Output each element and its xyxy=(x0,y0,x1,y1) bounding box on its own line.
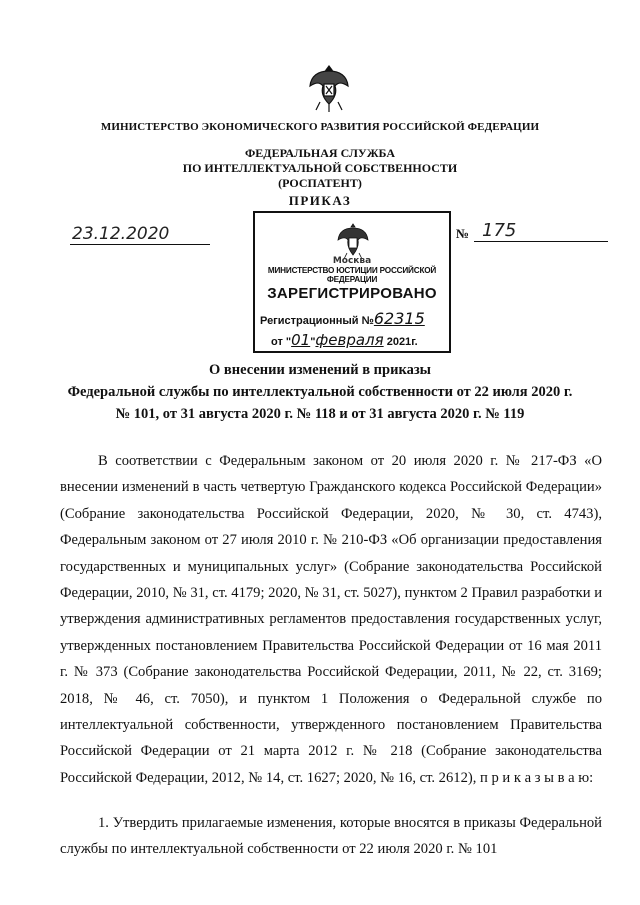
stamp-reg-number-row xyxy=(260,309,425,328)
service-line-3: (РОСПАТЕНТ) xyxy=(278,176,362,190)
coat-of-arms-icon xyxy=(306,62,352,114)
stamp-date-day: 01 xyxy=(291,331,311,349)
order-subject xyxy=(0,359,640,425)
service-line-1: ФЕДЕРАЛЬНАЯ СЛУЖБА xyxy=(245,146,395,160)
stamp-reg-number: 62315 xyxy=(373,309,425,328)
stamp-date-row xyxy=(271,331,418,349)
order-number: 175 xyxy=(474,221,608,242)
stamp-date-mid: " xyxy=(310,336,316,348)
service-line-2: ПО ИНТЕЛЛЕКТУАЛЬНОЙ СОБСТВЕННОСТИ xyxy=(182,161,458,175)
subject-line-2: Федеральной службы по интеллектуальной собственности от 22 июля 2020 г. xyxy=(67,384,573,400)
stamp-city: Москва xyxy=(332,256,372,266)
stamp-date-month: февраля xyxy=(315,331,384,349)
stamp-ministry: МИНИСТЕРСТВО ЮСТИЦИИ РОССИЙСКОЙ ФЕДЕРАЦИИ xyxy=(267,266,437,284)
service-name xyxy=(0,146,640,191)
stamp-reg-label: Регистрационный № xyxy=(260,315,374,327)
document-type: ПРИКАЗ xyxy=(288,193,352,208)
preamble-paragraph: В соответствии с Федеральным законом от 20 июля 2020 г. № 217-ФЗ «О внесении изменений в часть четвертую Гражданского кодекса Российской Федерации» (Собрание законодательства Российской Федерации, 2020, № 30, ст. 4743), Федеральным законом от 27 июля 2010 г. № 210-ФЗ «Об организации предоставления государственных и муниципальных услуг» (Собрание законодательства Российской Федерации, 2010, № 31, ст. 4179; 2020, № 31, ст. 5027), пунктом 2 Правил разработки и утверждения административных регламентов предоставления государственных услуг, утвержденных постановлением Правительства Российской Федерации от 16 мая 2011 г. № 373 (Собрание законодательства Российской Федерации, 2011, № 22, ст. 3169; 2018, № 46, ст. 7050), и пунктом 1 Положения о Федеральной службе по интеллектуальной собственности, утвержденного постановлением Правительства Российской Федерации от 21 марта 2012 г. № 218 (Собрание законодательства Российской Федерации, 2012, № 14, ст. 1627; 2020, № 16, ст. 2612), п р и к а з ы в а ю: xyxy=(60,453,602,786)
stamp-registered: ЗАРЕГИСТРИРОВАНО xyxy=(267,285,437,302)
subject-line-3: № 101, от 31 августа 2020 г. № 118 и от 31 августа 2020 г. № 119 xyxy=(115,406,525,422)
order-number-label: № xyxy=(456,226,470,241)
subject-line-1: О внесении изменений в приказы xyxy=(209,362,431,378)
order-date: 23.12.2020 xyxy=(70,225,210,245)
ministry-name: МИНИСТЕРСТВО ЭКОНОМИЧЕСКОГО РАЗВИТИЯ РОССИЙСКОЙ ФЕДЕРАЦИИ xyxy=(100,121,540,133)
point-1-paragraph: 1. Утвердить прилагаемые изменения, которые вносятся в приказы Федеральной службы по интеллектуальной собственности от 22 июля 2020 г. № 101 xyxy=(60,815,602,858)
registration-stamp xyxy=(253,211,451,353)
stamp-date-suffix: г. xyxy=(411,336,418,348)
stamp-date-prefix: от " xyxy=(271,336,292,348)
stamp-date-year: 2021 xyxy=(386,336,412,348)
